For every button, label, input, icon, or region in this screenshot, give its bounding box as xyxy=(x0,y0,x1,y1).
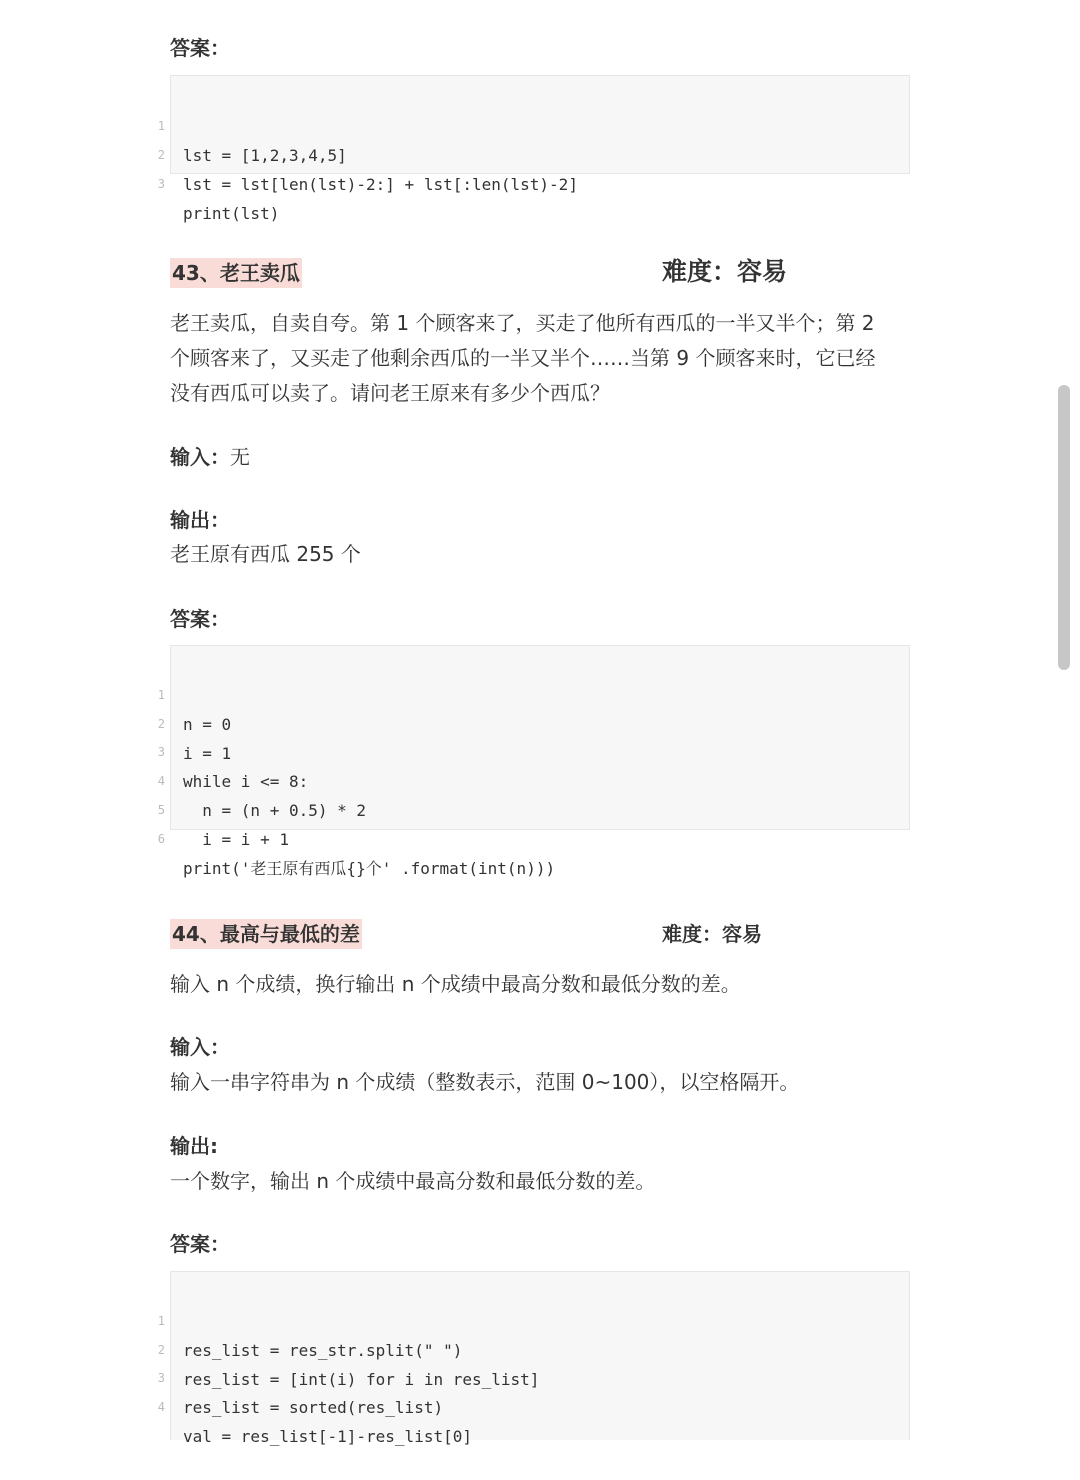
code-text: print('老王原有西瓜{}个' .format(int(n))) xyxy=(183,859,556,878)
code-text: res_list = sorted(res_list) xyxy=(183,1398,444,1417)
q44-difficulty: 难度：容易 xyxy=(662,922,762,946)
code-line xyxy=(157,652,909,734)
code-text: i = 1 xyxy=(183,744,232,763)
line-number: 4 xyxy=(157,774,165,788)
q43-output-value: 老王原有西瓜 255 个 xyxy=(170,542,361,566)
q44-code-block xyxy=(157,1271,910,1446)
code-text: res_list = [int(i) for i in res_list] xyxy=(183,1370,540,1389)
q44-description: 输入 n 个成绩，换行输出 n 个成绩中最高分数和最低分数的差。 xyxy=(170,972,741,996)
q43-code-block xyxy=(157,645,910,878)
q42-code-block xyxy=(157,75,910,223)
q43-output-label: 输出： xyxy=(170,508,230,532)
description-line: 个顾客来了，又买走了他剩余西瓜的一半又半个……当第 9 个顾客来时，它已经 xyxy=(170,346,876,370)
code-text: lst = [1,2,3,4,5] xyxy=(183,146,347,165)
code-text: lst = lst[len(lst)-2:] + lst[:len(lst)-2] xyxy=(183,175,578,194)
q44-output-label: 输出: xyxy=(170,1134,218,1158)
q44-input-value: 输入一串字符串为 n 个成绩（整数表示，范围 0~100），以空格隔开。 xyxy=(170,1070,800,1094)
q43-input-label: 输入： xyxy=(170,445,230,469)
code-line xyxy=(157,83,909,165)
q43-answer-label: 答案： xyxy=(170,607,230,631)
description-line: 没有西瓜可以卖了。请问老王原来有多少个西瓜？ xyxy=(170,381,610,405)
vertical-scrollbar[interactable] xyxy=(1058,385,1070,670)
line-number: 3 xyxy=(157,177,165,191)
q43-difficulty: 难度：容易 xyxy=(662,257,788,286)
code-text: n = 0 xyxy=(183,715,232,734)
q42-answer-label: 答案： xyxy=(170,36,230,60)
q44-output-value: 一个数字，输出 n 个成绩中最高分数和最低分数的差。 xyxy=(170,1169,656,1193)
q43-input-value: 无 xyxy=(230,445,250,469)
q44-input-label: 输入： xyxy=(170,1035,230,1059)
q43-input-row xyxy=(170,443,250,471)
q44-answer-label: 答案： xyxy=(170,1232,230,1256)
q43-title: 43、老王卖瓜 xyxy=(170,258,302,288)
line-number: 2 xyxy=(157,717,165,731)
code-text: i = i + 1 xyxy=(183,830,289,849)
code-text: n = (n + 0.5) * 2 xyxy=(183,801,367,820)
code-line xyxy=(157,1278,909,1360)
line-number: 5 xyxy=(157,803,165,817)
line-number: 4 xyxy=(157,1400,165,1414)
line-number: 2 xyxy=(157,1343,165,1357)
description-line: 老王卖瓜，自卖自夸。第 1 个顾客来了，买走了他所有西瓜的一半又半个；第 2 xyxy=(170,311,875,335)
code-text: while i <= 8: xyxy=(183,772,309,791)
q43-description xyxy=(170,306,910,411)
line-number: 3 xyxy=(157,745,165,759)
line-number: 1 xyxy=(157,1314,165,1328)
code-text: print(lst) xyxy=(183,204,280,223)
line-number: 1 xyxy=(157,688,165,702)
line-number: 6 xyxy=(157,832,165,846)
q44-title: 44、最高与最低的差 xyxy=(170,919,362,949)
line-number: 1 xyxy=(157,119,165,133)
code-text: res_list = res_str.split(" ") xyxy=(183,1341,463,1360)
line-number: 3 xyxy=(157,1371,165,1385)
line-number: 2 xyxy=(157,148,165,162)
code-text: val = res_list[-1]-res_list[0] xyxy=(183,1427,472,1446)
